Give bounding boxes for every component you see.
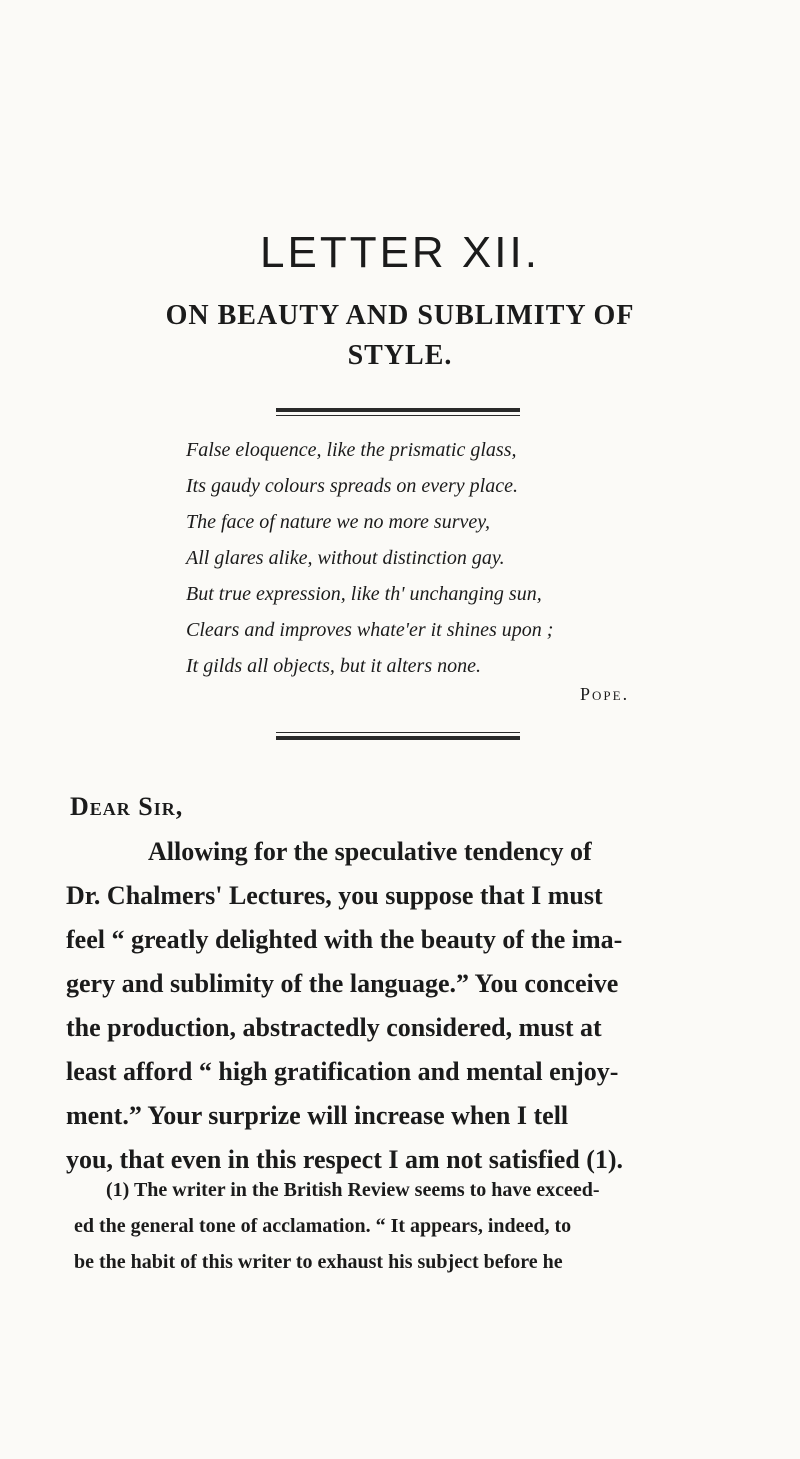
letter-body (66, 830, 766, 1182)
letter-subtitle (0, 296, 800, 376)
epigraph-line: The face of nature we no more survey, (186, 511, 491, 533)
letter-title: LETTER XII. (260, 228, 540, 277)
footnote-line: be the habit of this writer to exhaust his subject before he (74, 1251, 563, 1273)
footnote-line: (1) The writer in the British Review seems to have exceed- (106, 1179, 600, 1201)
body-line: Allowing for the speculative tendency of (148, 837, 592, 866)
body-line: Dr. Chalmers' Lectures, you suppose that I must (66, 881, 603, 910)
body-line: least afford “ high gratification and mental enjoy- (66, 1057, 619, 1086)
divider-rule-top (276, 408, 520, 416)
body-line: feel “ greatly delighted with the beauty of the ima- (66, 925, 623, 954)
epigraph (186, 432, 706, 684)
footnote (74, 1172, 774, 1280)
body-line: ment.” Your surprize will increase when I tell (66, 1101, 569, 1130)
body-line: the production, abstractedly considered, must at (66, 1013, 602, 1042)
body-line: you, that even in this respect I am not satisfied (1). (66, 1145, 624, 1174)
epigraph-line: Its gaudy colours spreads on every place. (186, 475, 518, 497)
divider-rule-bottom (276, 732, 520, 740)
subtitle-line-2: STYLE. (347, 340, 453, 371)
epigraph-line: It gilds all objects, but it alters none. (186, 655, 481, 677)
body-line: gery and sublimity of the language.” You conceive (66, 969, 619, 998)
salutation: Dear Sir, (70, 792, 184, 821)
subtitle-line-1: ON BEAUTY AND SUBLIMITY OF (165, 300, 635, 331)
epigraph-line: Clears and improves whate'er it shines upon ; (186, 619, 554, 641)
epigraph-line: False eloquence, like the prismatic glass, (186, 439, 517, 461)
epigraph-attribution: Pope. (580, 684, 630, 704)
epigraph-line: All glares alike, without distinction gay. (186, 547, 505, 569)
footnote-line: ed the general tone of acclamation. “ It appears, indeed, to (74, 1215, 572, 1237)
epigraph-line: But true expression, like th' unchanging sun, (186, 583, 542, 605)
